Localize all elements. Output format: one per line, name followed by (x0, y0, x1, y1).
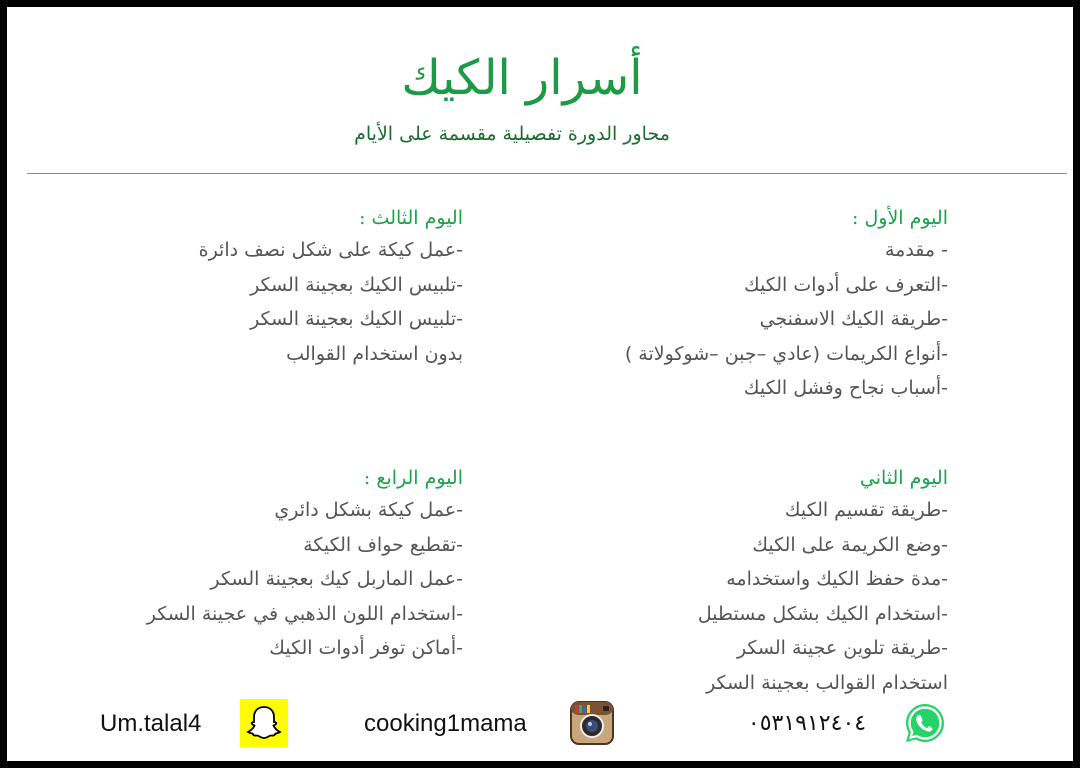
snapchat-handle: Um.talal4 (100, 710, 202, 737)
list-item: -التعرف على أدوات الكيك (744, 273, 948, 296)
list-item: -عمل كيكة على شكل نصف دائرة (198, 239, 463, 261)
list-item: -وضع الكريمة على الكيك (752, 533, 948, 556)
list-item: -استخدام الكيك بشكل مستطيل (697, 602, 948, 625)
list-item: استخدام القوالب بعجينة السكر (706, 671, 948, 694)
list-item: -أسباب نجاح وفشل الكيك (743, 377, 948, 399)
whatsapp-number: ٠٥٣١٩١٢٤٠٤ (747, 711, 867, 736)
list-item: -أنواع الكريمات (عادي –جبن –شوكولاتة ) (624, 342, 948, 365)
list-item: -استخدام اللون الذهبي في عجينة السكر (146, 602, 463, 625)
page-subtitle: محاور الدورة تفصيلية مقسمة على الأيام (354, 123, 670, 145)
day-three-title: اليوم الثالث : (359, 207, 463, 229)
snapchat-icon (240, 699, 288, 747)
list-item: -طريقة تلوين عجينة السكر (736, 637, 948, 659)
instagram-icon (570, 701, 614, 745)
day-one-section (518, 203, 948, 406)
list-item: -أماكن توفر أدوات الكيك (269, 637, 463, 659)
day-two-list (518, 493, 948, 700)
page-title: أسرار الكيك (401, 50, 643, 106)
list-item: -طريقة تقسيم الكيك (784, 499, 948, 521)
day-three-list (33, 233, 463, 371)
list-item: -عمل كيكة بشكل دائري (274, 499, 463, 521)
list-item: - مقدمة (884, 239, 948, 261)
day-two-title: اليوم الثاني (859, 467, 948, 489)
list-item: بدون استخدام القوالب (286, 342, 463, 365)
day-two-section (518, 463, 948, 700)
day-one-list (518, 233, 948, 406)
list-item: -تلبيس الكيك بعجينة السكر (250, 273, 463, 296)
flyer-card (7, 7, 1073, 761)
list-item: -عمل الماربل كيك بعجينة السكر (210, 568, 463, 590)
list-item: -طريقة الكيك الاسفنجي (759, 308, 948, 330)
day-four-title: اليوم الرابع : (363, 467, 463, 489)
list-item: -تقطيع حواف الكيكة (303, 533, 463, 556)
day-three-section (33, 203, 463, 371)
list-item: -تلبيس الكيك بعجينة السكر (250, 308, 463, 330)
instagram-handle: cooking1mama (364, 710, 527, 737)
day-four-section (0, 463, 463, 666)
list-item: -مدة حفظ الكيك واستخدامه (726, 568, 948, 590)
day-one-title: اليوم الأول : (852, 207, 948, 229)
day-four-list (0, 493, 463, 666)
whatsapp-icon (903, 701, 947, 745)
divider (27, 173, 1067, 174)
